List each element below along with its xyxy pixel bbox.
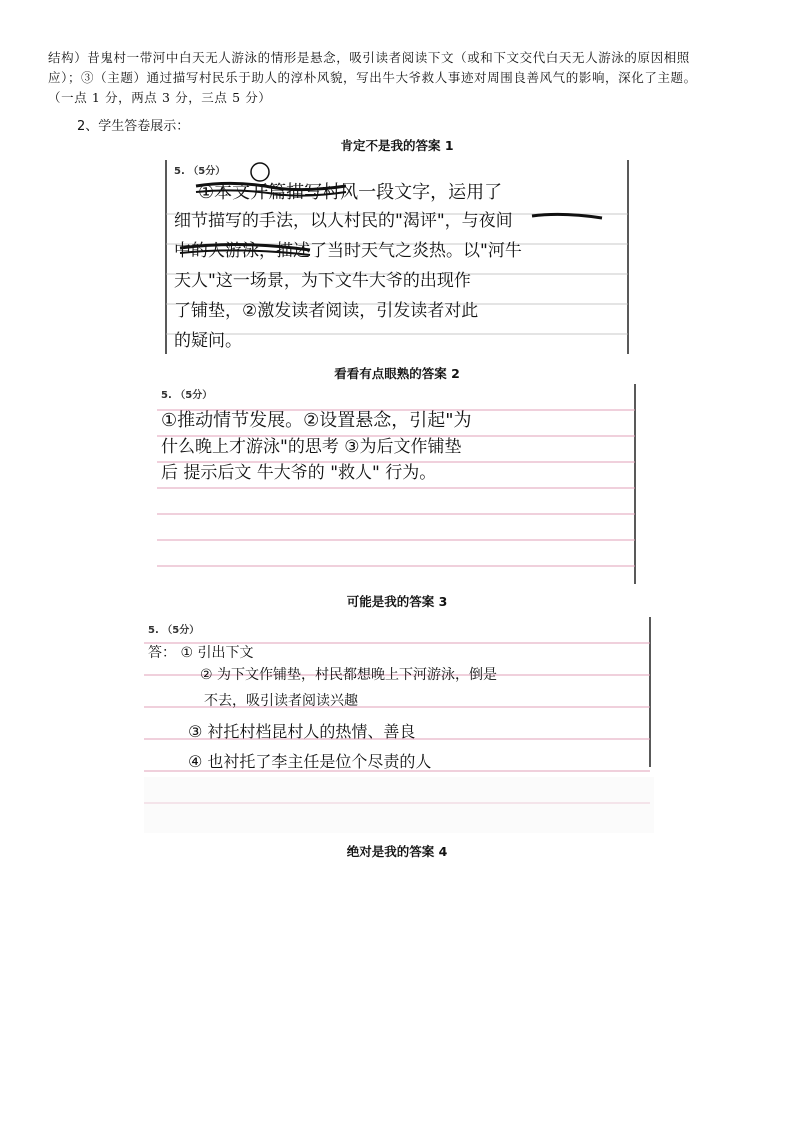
handwritten-line: 中的人游泳，描述了当时天气之炎热。以"河牛	[174, 241, 522, 261]
rubric-line: 结构）昔鬼村一带河中白天无人游泳的情形是悬念，吸引读者阅读下文（或和下文交代白天无人游泳的原因相照	[48, 50, 690, 65]
handwritten-line: ③ 衬托村档昆村人的热情、善良	[188, 722, 416, 741]
answer-3-scan	[144, 617, 654, 833]
answer-1-sheet	[160, 158, 632, 354]
handwritten-line: ①本文开篇描写村风一段文字，运用了	[198, 182, 503, 203]
handwritten-line: 了铺垫，②激发读者阅读，引发读者对此	[174, 301, 479, 321]
question-label: 5. （5分）	[161, 390, 213, 401]
question-label: 5. （5分）	[174, 166, 226, 177]
answer-4-caption: 绝对是我的答案 4	[346, 844, 448, 859]
handwritten-line: 的疑问。	[174, 331, 242, 351]
answer-2-scan	[157, 384, 637, 584]
answer-2-sheet	[157, 384, 637, 584]
handwritten-line: 天人"这一场景，为下文牛大爷的出现作	[174, 271, 471, 291]
answer-2-caption: 看看有点眼熟的答案 2	[334, 366, 460, 381]
rubric-line: （一点 1 分，两点 3 分，三点 5 分）	[48, 90, 272, 105]
handwritten-line: 不去，吸引读者阅读兴趣	[204, 693, 358, 709]
rubric-text	[48, 48, 758, 108]
handwritten-line: 什么晚上才游泳"的思考 ③为后文作铺垫	[161, 437, 462, 457]
section-subheading: 2、学生答卷展示：	[77, 119, 190, 134]
question-label: 5. （5分）	[148, 625, 200, 636]
answer-3-caption: 可能是我的答案 3	[346, 594, 448, 609]
handwritten-line: 细节描写的手法，以人村民的"渴评"，与夜间	[174, 211, 513, 231]
handwritten-line: 后 提示后文 牛大爷的 "救人" 行为。	[161, 463, 437, 483]
handwritten-line: ② 为下文作铺垫，村民都想晚上下河游泳，倒是	[200, 667, 497, 683]
answer-3-sheet	[144, 617, 654, 833]
handwritten-line: ④ 也衬托了李主任是位个尽责的人	[188, 752, 432, 771]
rubric-line: 应）；③（主题）通过描写村民乐于助人的淳朴风貌，写出牛大爷救人事迹对周围良善风气的影响，深化了主题。	[48, 70, 697, 85]
handwritten-line: ①推动情节发展。②设置悬念，引起"为	[161, 410, 472, 431]
answer-1-caption: 肯定不是我的答案 1	[340, 138, 454, 153]
answer-1-scan	[160, 158, 632, 354]
handwritten-line: 答： ① 引出下文	[148, 645, 254, 661]
